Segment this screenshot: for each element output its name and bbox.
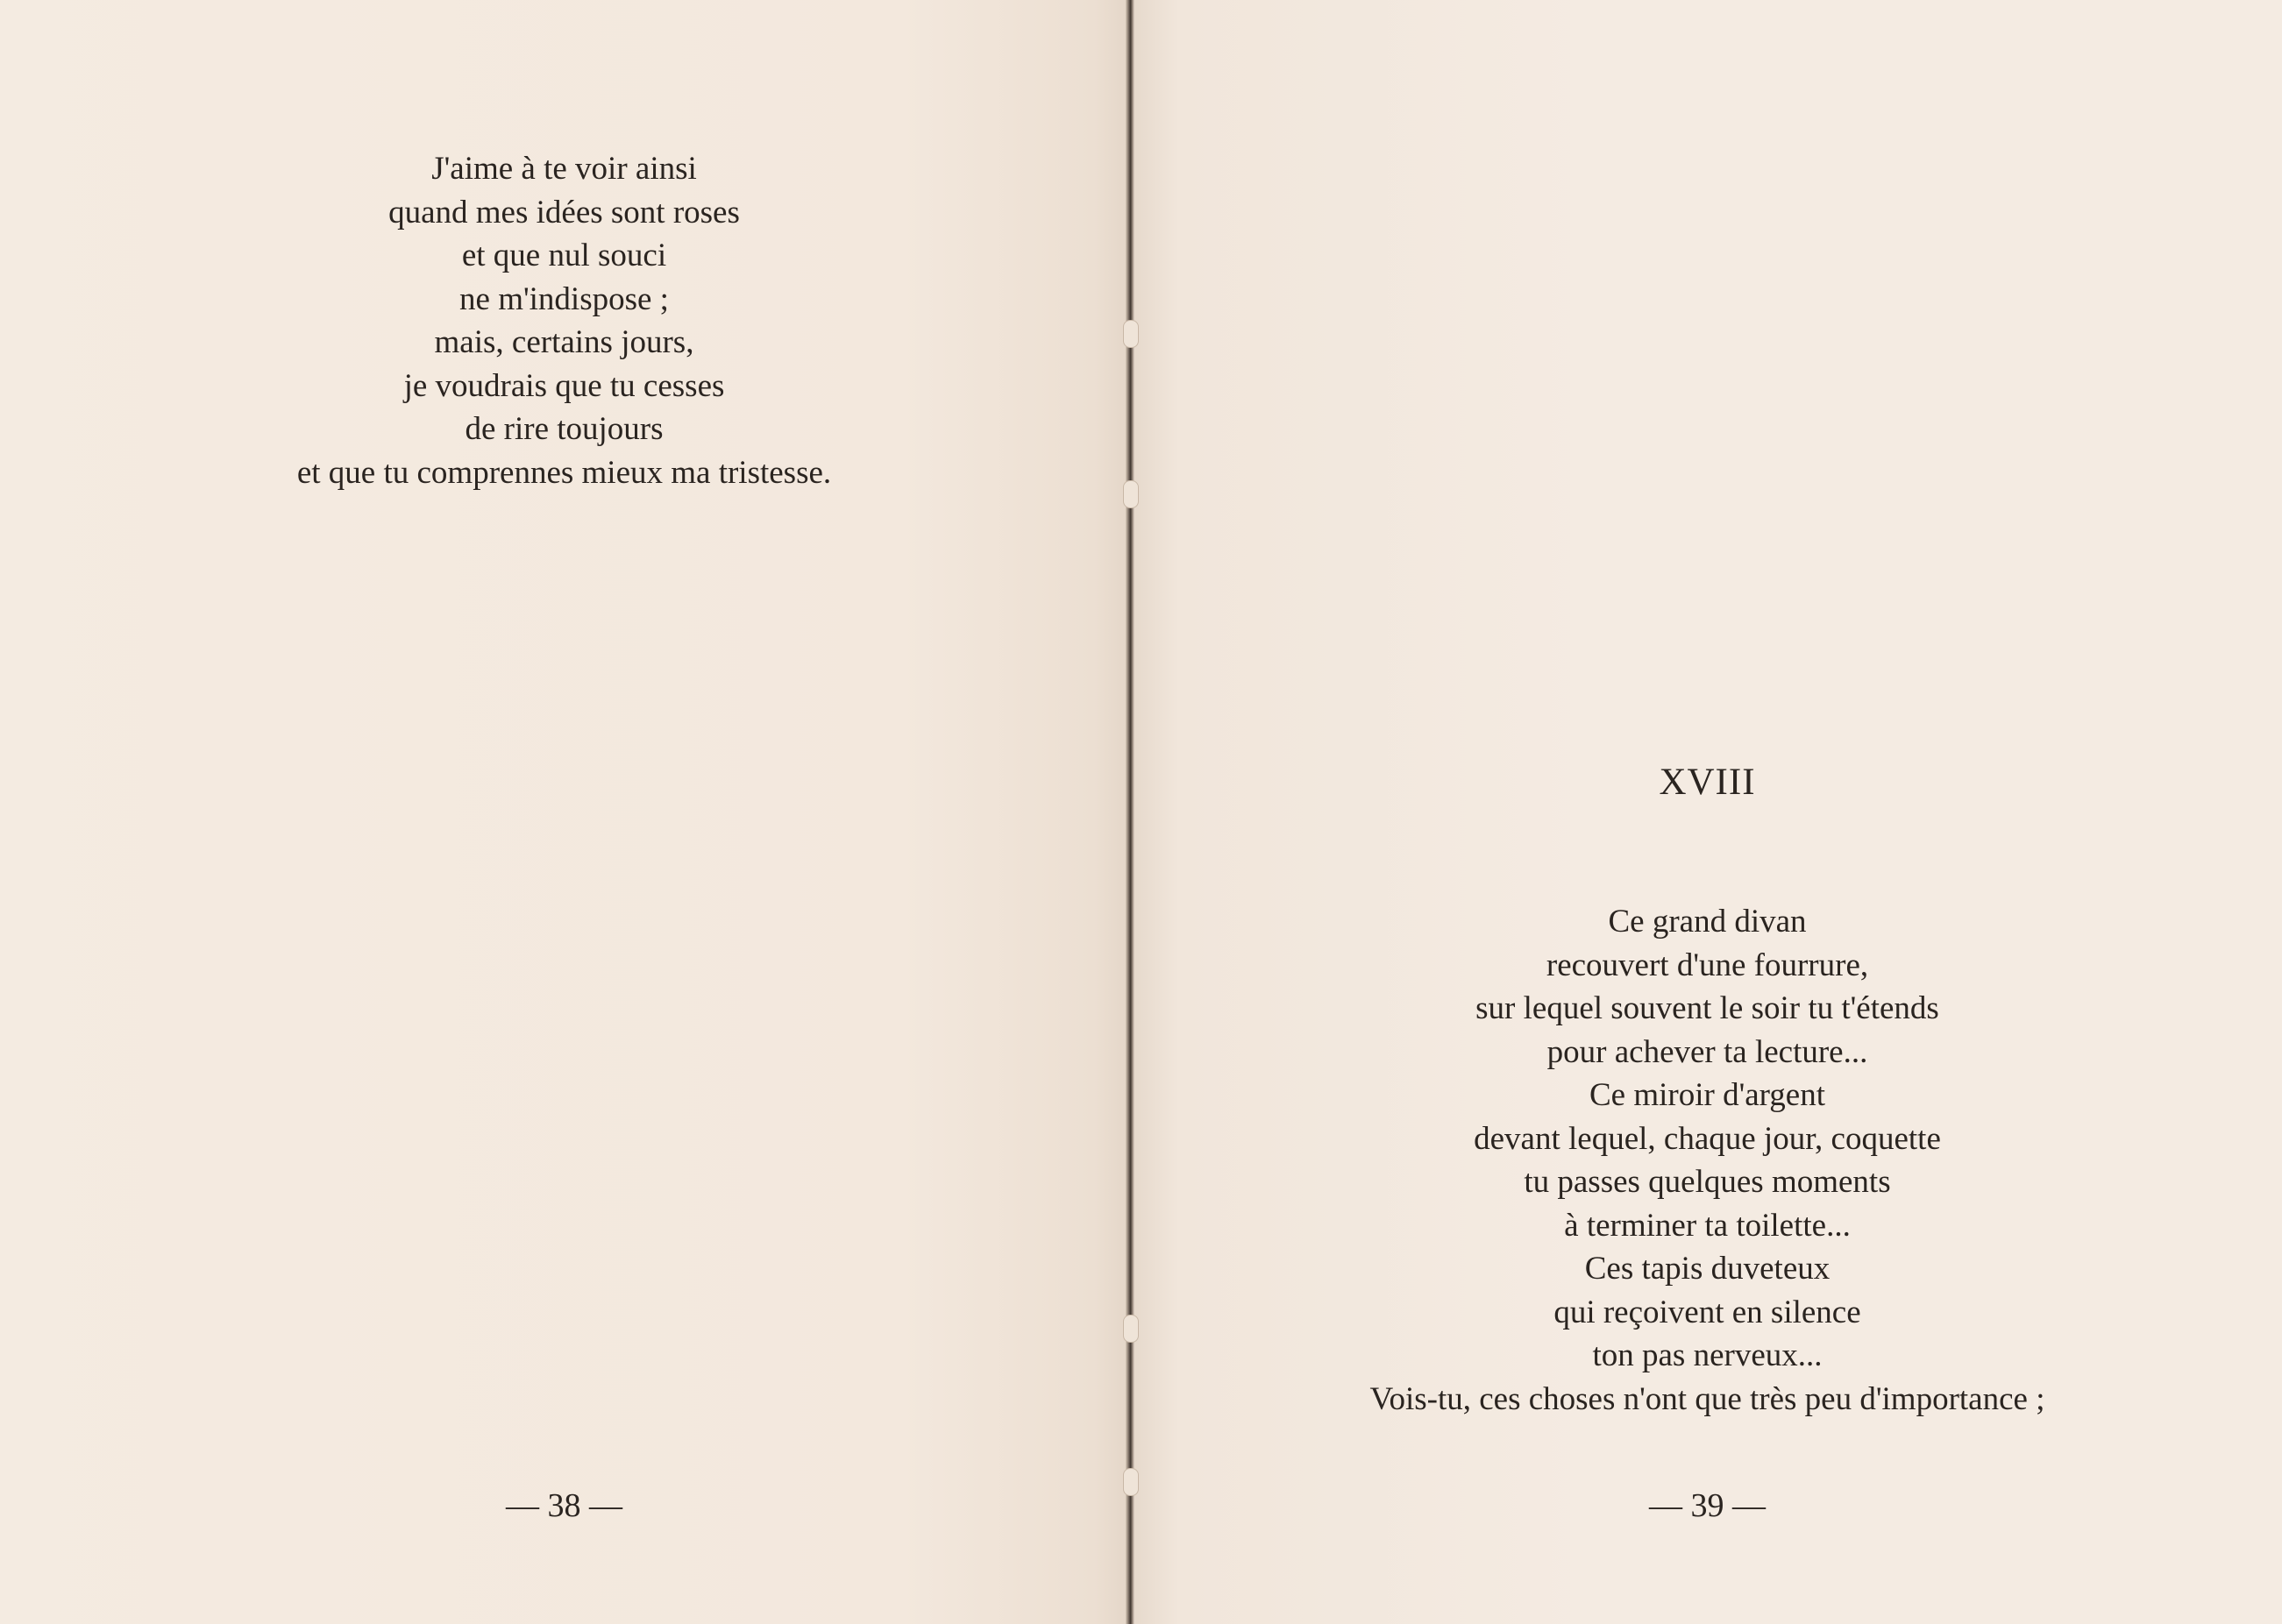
verse-line: Vois-tu, ces choses n'ont que très peu d'importance ; (1369, 1380, 2045, 1417)
verse-line: devant lequel, chaque jour, coquette (1474, 1120, 1941, 1157)
binding-stitch (1123, 480, 1139, 508)
verse-line: et que tu comprennes mieux ma tristesse. (296, 454, 832, 491)
right-poem-stanza (1133, 900, 2282, 1421)
verse-line: ton pas nerveux... (1592, 1337, 1823, 1373)
section-numeral: XVIII (1659, 762, 1756, 803)
verse-line: sur lequel souvent le soir tu t'étends (1475, 990, 1939, 1026)
binding-stitch (1123, 320, 1139, 348)
verse-line: et que nul souci (461, 238, 667, 273)
verse-line: qui reçoivent en silence (1553, 1294, 1861, 1330)
verse-line: pour achever ta lecture... (1546, 1033, 1868, 1070)
verse-line: de rire toujours (465, 411, 664, 447)
verse-line: Ces tapis duveteux (1584, 1251, 1831, 1287)
verse-line: J'aime à te voir ainsi (431, 151, 697, 187)
verse-line: quand mes idées sont roses (388, 194, 740, 230)
verse-line: tu passes quelques moments (1524, 1164, 1891, 1200)
book-spine-gutter (1126, 0, 1134, 1624)
verse-line: je voudrais que tu cesses (403, 367, 725, 404)
left-poem-stanza (0, 147, 1128, 494)
verse-line: à terminer ta toilette... (1564, 1207, 1851, 1244)
left-page (0, 0, 1128, 1624)
right-page (1133, 0, 2282, 1624)
binding-stitch (1123, 1315, 1139, 1343)
verse-line: mais, certains jours, (434, 324, 694, 360)
verse-line: Ce miroir d'argent (1589, 1077, 1826, 1113)
right-page-number: — 39 — (1649, 1487, 1766, 1524)
verse-line: recouvert d'une fourrure, (1546, 947, 1869, 983)
binding-stitch (1123, 1468, 1139, 1496)
verse-line: ne m'indispose ; (459, 280, 669, 317)
verse-line: Ce grand divan (1608, 904, 1807, 940)
left-page-number: — 38 — (506, 1487, 622, 1524)
